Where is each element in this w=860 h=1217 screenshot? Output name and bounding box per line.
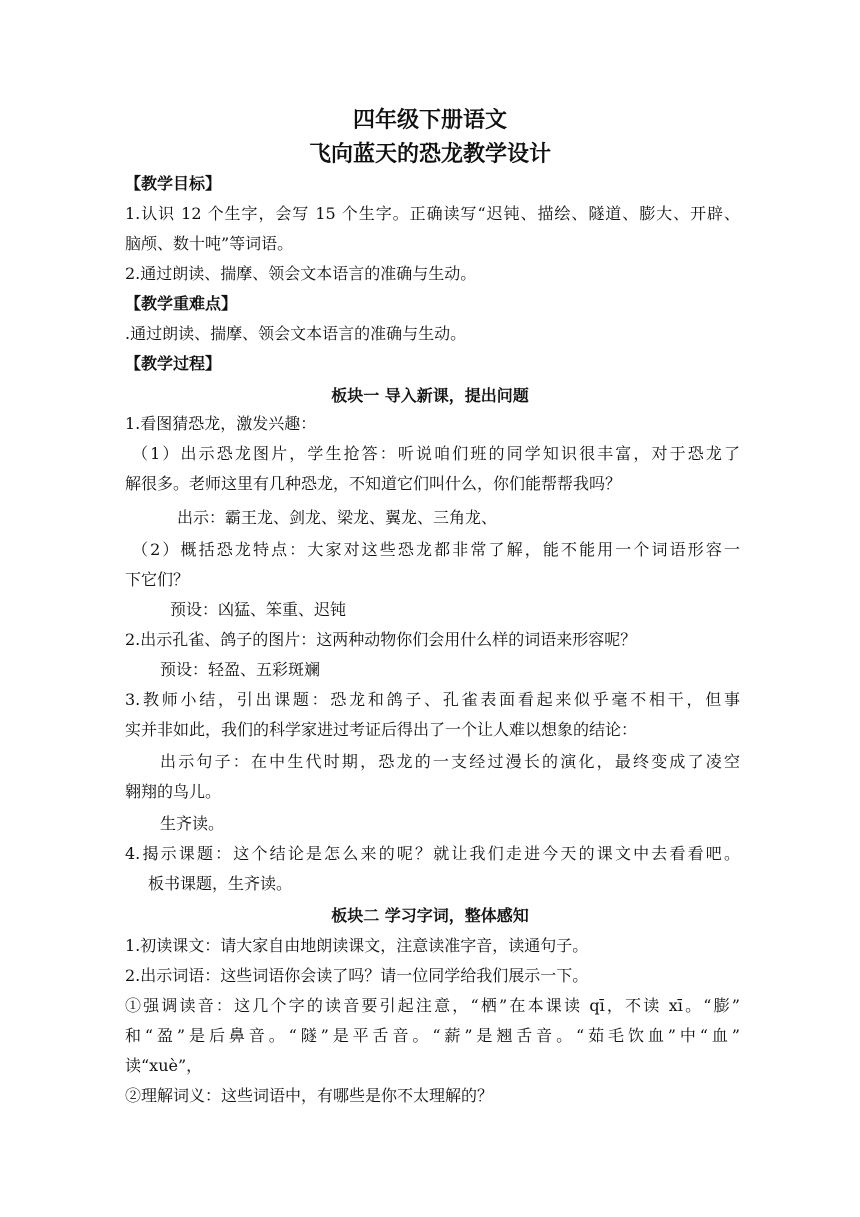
process-line: ①强调读音：这几个字的读音要引起注意，“栖”在本课读 qī，不读 xī。“膨” [125, 996, 740, 1015]
process-line: 实并非如此，我们的科学家进过考证后得出了一个让人难以想象的结论： [125, 720, 638, 739]
process-line: 生齐读。 [160, 814, 225, 833]
section-heading-goals: 【教学目标】 [125, 174, 222, 193]
process-line: （1）出示恐龙图片，学生抢答：听说咱们班的同学知识很丰富，对于恐龙了 [132, 444, 740, 463]
process-line: 3.教师小结，引出课题：恐龙和鸽子、孔雀表面看起来似乎毫不相干，但事 [125, 690, 740, 709]
process-line: 2.出示孔雀、鸽子的图片：这两种动物你们会用什么样的词语来形容呢？ [125, 630, 637, 649]
key-point-line: .通过朗读、揣摩、领会文本语言的准确与生动。 [125, 324, 467, 343]
process-line: 解很多。老师这里有几种恐龙，不知道它们叫什么，你们能帮帮我吗？ [125, 474, 622, 493]
process-line: （2）概括恐龙特点：大家对这些恐龙都非常了解，能不能用一个词语形容一 [132, 540, 740, 559]
process-line: 1.初读课文：请大家自由地朗读课文，注意读准字音，读通句子。 [125, 936, 589, 955]
section-heading-key-points: 【教学重难点】 [125, 294, 238, 313]
process-line: ②理解词义：这些词语中，有哪些是你不太理解的？ [125, 1086, 494, 1105]
goal-line-2: 2.通过朗读、揣摩、领会文本语言的准确与生动。 [125, 264, 477, 283]
process-line: 预设：凶猛、笨重、迟钝 [170, 600, 347, 619]
block-two-title: 板块二 学习字词，整体感知 [331, 906, 529, 925]
process-line: 下它们？ [125, 570, 190, 589]
block-one-title: 板块一 导入新课，提出问题 [331, 386, 529, 405]
process-line: 出示句子：在中生代时期，恐龙的一支经过漫长的演化，最终变成了凌空 [160, 752, 740, 771]
process-line: 出示：霸王龙、剑龙、梁龙、翼龙、三角龙、 [177, 508, 498, 527]
process-line: 预设：轻盈、五彩斑斓 [160, 660, 321, 679]
document-title-lesson: 飞向蓝天的恐龙教学设计 [308, 142, 551, 167]
section-heading-process: 【教学过程】 [125, 354, 222, 373]
process-line: 读“xuè”， [125, 1056, 203, 1075]
process-line: 翱翔的鸟儿。 [125, 782, 222, 801]
process-line: 4.揭示课题：这个结论是怎么来的呢？就让我们走进今天的课文中去看看吧。 [125, 844, 740, 863]
goal-line-1-cont: 脑颅、数十吨”等词语。 [125, 234, 294, 253]
process-line: 和“盈”是后鼻音。“隧”是平舌音。“薪”是翘舌音。“茹毛饮血”中“血” [125, 1026, 740, 1045]
process-line: 1.看图猜恐龙，激发兴趣： [125, 414, 317, 433]
document-title-grade: 四年级下册语文 [352, 108, 507, 133]
process-line: 2.出示词语：这些词语你会读了吗？请一位同学给我们展示一下。 [125, 966, 589, 985]
goal-line-1: 1.认识 12 个生字，会写 15 个生字。正确读写“迟钝、描绘、隧道、膨大、开辟、 [125, 204, 740, 223]
process-line: 板书课题，生齐读。 [148, 874, 293, 893]
